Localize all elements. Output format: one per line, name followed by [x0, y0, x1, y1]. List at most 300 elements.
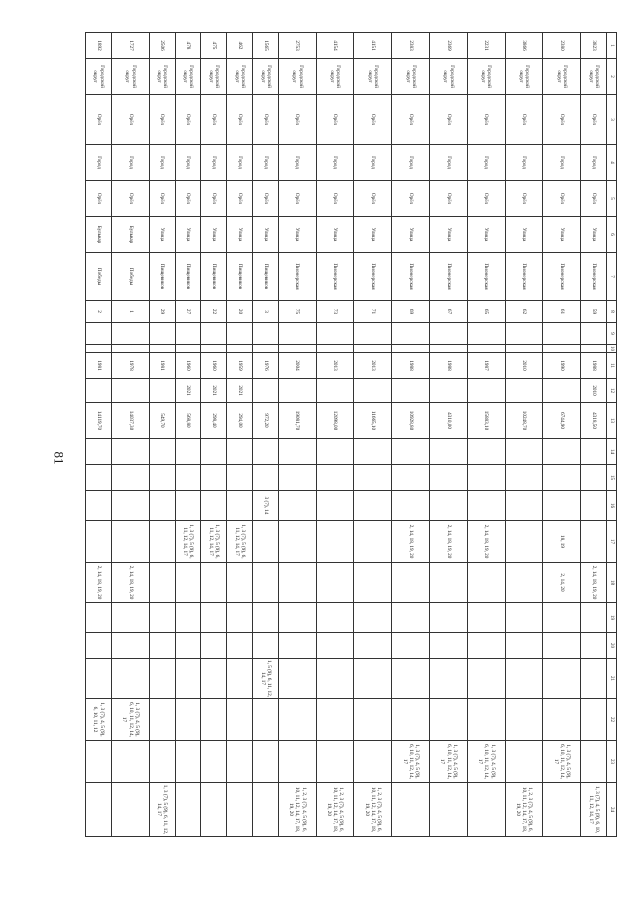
table-cell [149, 603, 175, 633]
table-cell: Пионерская [278, 253, 316, 301]
column-header: 17 [607, 521, 617, 563]
table-cell [392, 323, 430, 345]
table-cell: Город [253, 145, 279, 181]
table-cell: Орёл [86, 181, 112, 217]
table-cell: 2231 [467, 33, 505, 59]
table-cell [227, 563, 253, 603]
table-cell [112, 465, 150, 491]
table-cell: 75 [278, 301, 316, 323]
table-cell: 12098,00 [316, 403, 354, 439]
table-cell: 10928,80 [392, 403, 430, 439]
table-cell: 1, 2, 3 (7), 4, 5 (9), 6, 10, 11, 12, 14, 17, 18, 19, 20 [354, 783, 392, 837]
column-header: 6 [607, 217, 617, 253]
table-cell: Городской округ [543, 59, 581, 95]
table-cell: Орёл [467, 181, 505, 217]
table-cell [149, 465, 175, 491]
table-cell: Город [354, 145, 392, 181]
table-cell: 568,80 [175, 403, 201, 439]
housing-registry-table [85, 32, 617, 837]
table-cell [354, 563, 392, 603]
table-cell [227, 465, 253, 491]
table-cell: 1960 [201, 353, 227, 379]
table-cell: Орёл [112, 181, 150, 217]
table-cell: 2, 14, 18, 19, 20 [392, 521, 430, 563]
table-cell [149, 345, 175, 353]
table-row [149, 33, 175, 837]
table-cell [175, 603, 201, 633]
table-cell: 59 [581, 301, 607, 323]
table-cell: Победы [86, 253, 112, 301]
table-cell: Пищевиков [227, 253, 253, 301]
table-cell: Городской округ [354, 59, 392, 95]
table-cell: 2, 14, 18, 19, 20 [467, 521, 505, 563]
table-cell [112, 521, 150, 563]
table-cell [430, 465, 468, 491]
table-cell: Пионерская [354, 253, 392, 301]
table-cell [227, 659, 253, 699]
table-cell [175, 345, 201, 353]
table-cell [354, 659, 392, 699]
table-cell: 2013 [354, 353, 392, 379]
table-cell [175, 491, 201, 521]
table-row [505, 33, 543, 837]
table-cell: 2021 [175, 379, 201, 403]
table-cell: Пионерская [430, 253, 468, 301]
table-cell: Орёл [201, 95, 227, 145]
rotated-table-wrapper [85, 32, 617, 836]
table-cell: Орёл [467, 95, 505, 145]
column-header: 13 [607, 403, 617, 439]
table-cell [201, 633, 227, 659]
table-cell: Орёл [354, 181, 392, 217]
table-cell: Орёл [278, 95, 316, 145]
table-cell: 2021 [227, 379, 253, 403]
table-cell: 2383 [392, 33, 430, 59]
table-cell [201, 603, 227, 633]
table-cell [149, 379, 175, 403]
table-cell: Улица [149, 217, 175, 253]
table-cell: 3866 [505, 33, 543, 59]
table-cell [467, 603, 505, 633]
table-cell [543, 659, 581, 699]
table-cell [112, 633, 150, 659]
table-cell [227, 633, 253, 659]
table-cell: Город [175, 145, 201, 181]
table-cell [253, 633, 279, 659]
table-cell [278, 699, 316, 741]
table-cell [278, 491, 316, 521]
table-cell: 1, 3 (7), 5 (9), 6, 11, 12, 14, 17 [175, 521, 201, 563]
table-cell [316, 323, 354, 345]
table-cell: 2, 14, 18, 19, 20 [430, 521, 468, 563]
table-cell [175, 659, 201, 699]
table-cell [278, 439, 316, 465]
table-cell: Улица [392, 217, 430, 253]
table-cell [505, 521, 543, 563]
table-cell: 2369 [430, 33, 468, 59]
table-cell: 294,00 [227, 403, 253, 439]
table-cell: 1, 5 (9), 6, 11, 12, 14, 17 [253, 659, 279, 699]
table-cell: 27 [175, 301, 201, 323]
column-header: 5 [607, 181, 617, 217]
table-cell: 69 [392, 301, 430, 323]
table-cell: Орёл [543, 181, 581, 217]
table-cell: 549,70 [149, 403, 175, 439]
table-cell: Городской округ [316, 59, 354, 95]
table-cell: Город [201, 145, 227, 181]
table-cell [467, 323, 505, 345]
table-cell: 10248,70 [505, 403, 543, 439]
table-cell: Улица [175, 217, 201, 253]
table-cell [201, 491, 227, 521]
table-cell [392, 699, 430, 741]
table-cell: Город [227, 145, 253, 181]
column-header: 1 [607, 33, 617, 59]
table-row [316, 33, 354, 837]
table-cell: 1 [112, 301, 150, 323]
table-cell: Орёл [581, 95, 607, 145]
table-cell: Орёл [316, 95, 354, 145]
table-cell [354, 345, 392, 353]
table-cell [149, 741, 175, 783]
table-cell [581, 521, 607, 563]
table-cell [505, 741, 543, 783]
table-cell: Городской округ [112, 59, 150, 95]
table-cell: 2380 [543, 33, 581, 59]
table-cell [253, 323, 279, 345]
table-row [354, 33, 392, 837]
table-cell [253, 439, 279, 465]
table-cell: 1, 3 (7), 5 (9), 6, 11, 12, 14, 17 [149, 783, 175, 837]
table-cell [316, 439, 354, 465]
table-cell [278, 741, 316, 783]
table-cell [354, 379, 392, 403]
table-cell: 1988 [392, 353, 430, 379]
table-cell [278, 633, 316, 659]
table-cell [149, 633, 175, 659]
table-cell: 1981 [149, 353, 175, 379]
table-cell [505, 699, 543, 741]
table-cell [581, 491, 607, 521]
table-cell: Орёл [86, 95, 112, 145]
table-cell: Улица [316, 217, 354, 253]
table-cell [505, 563, 543, 603]
table-cell [316, 563, 354, 603]
table-cell: 462 [227, 33, 253, 59]
table-row [278, 33, 316, 837]
table-cell [543, 323, 581, 345]
table-cell [201, 783, 227, 837]
table-row [467, 33, 505, 837]
table-cell: 2753 [278, 33, 316, 59]
table-cell [227, 699, 253, 741]
table-cell [112, 323, 150, 345]
table-cell [149, 491, 175, 521]
table-cell: 1, 2, 3 (7), 4, 5 (9), 6, 10, 11, 12, 14, 17, 18, 19, 20 [278, 783, 316, 837]
table-cell [316, 633, 354, 659]
table-cell [253, 741, 279, 783]
table-cell [175, 465, 201, 491]
table-cell: 2, 14, 18, 19, 20 [581, 563, 607, 603]
table-cell: 73 [316, 301, 354, 323]
column-header: 20 [607, 633, 617, 659]
table-cell: Городской округ [175, 59, 201, 95]
table-cell: Пищевиков [201, 253, 227, 301]
table-cell [278, 659, 316, 699]
table-cell: Орёл [253, 181, 279, 217]
table-cell [543, 465, 581, 491]
table-cell: Орёл [505, 181, 543, 217]
table-cell [430, 633, 468, 659]
table-cell: 1, 3 (7), 4, 5 (9), 6, 10, 11, 12, 14, 17 [112, 699, 150, 741]
table-cell [149, 699, 175, 741]
table-cell: Орёл [112, 95, 150, 145]
table-cell [175, 783, 201, 837]
table-cell: 2, 14, 20 [543, 563, 581, 603]
column-header: 4 [607, 145, 617, 181]
table-cell: 3 [253, 301, 279, 323]
table-cell [316, 521, 354, 563]
table-cell: Город [316, 145, 354, 181]
table-cell: Городской округ [227, 59, 253, 95]
table-row [112, 33, 150, 837]
table-cell [86, 521, 112, 563]
table-cell: 2, 14, 18, 19, 20 [112, 563, 150, 603]
table-cell: 2004 [278, 353, 316, 379]
table-row [175, 33, 201, 837]
table-cell: 11665,10 [354, 403, 392, 439]
table-cell: 1978 [112, 353, 150, 379]
table-cell: Победы [112, 253, 150, 301]
table-cell [278, 379, 316, 403]
table-cell: 65 [467, 301, 505, 323]
table-cell: Городской округ [581, 59, 607, 95]
table-cell [505, 603, 543, 633]
table-cell: 1988 [430, 353, 468, 379]
table-cell [86, 603, 112, 633]
table-cell [354, 521, 392, 563]
table-cell: 478 [175, 33, 201, 59]
table-cell: 2, 14, 18, 19, 20 [86, 563, 112, 603]
table-cell: Улица [227, 217, 253, 253]
column-header: 7 [607, 253, 617, 301]
table-cell [316, 699, 354, 741]
table-cell [392, 563, 430, 603]
table-cell [581, 323, 607, 345]
table-cell [86, 323, 112, 345]
table-cell: Улица [253, 217, 279, 253]
table-cell [149, 521, 175, 563]
table-cell: Орёл [253, 95, 279, 145]
table-cell [543, 783, 581, 837]
table-cell [543, 699, 581, 741]
table-cell [467, 699, 505, 741]
table-cell: Орёл [505, 95, 543, 145]
column-header: 9 [607, 323, 617, 345]
table-cell: 1976 [253, 353, 279, 379]
table-cell: Орёл [227, 95, 253, 145]
table-cell [505, 659, 543, 699]
table-cell: 2010 [581, 379, 607, 403]
table-cell [86, 633, 112, 659]
table-cell: Городской округ [392, 59, 430, 95]
table-body [86, 33, 607, 837]
table-cell [201, 465, 227, 491]
table-row [227, 33, 253, 837]
table-cell [354, 465, 392, 491]
table-cell: 61 [543, 301, 581, 323]
table-cell [467, 345, 505, 353]
table-cell: Орёл [175, 181, 201, 217]
table-cell: Бульвар [112, 217, 150, 253]
table-cell [175, 741, 201, 783]
table-cell [112, 345, 150, 353]
column-header: 24 [607, 783, 617, 837]
table-cell: 1, 3 (7), 4, 5 (9), 6, 10, 11, 12, 14, 17 [581, 783, 607, 837]
table-cell: Город [505, 145, 543, 181]
table-cell: Городской округ [467, 59, 505, 95]
table-cell [112, 491, 150, 521]
table-cell: 2506 [149, 33, 175, 59]
table-cell: 1565 [253, 33, 279, 59]
table-cell [581, 633, 607, 659]
table-cell: 1, 3 (7), 4, 5 (9), 6, 10, 11, 12, 14, 17 [543, 741, 581, 783]
column-header: 22 [607, 699, 617, 741]
table-cell [112, 659, 150, 699]
table-cell: 1, 3 (7), 5 (9), 6, 11, 12, 14, 17 [201, 521, 227, 563]
table-cell [278, 465, 316, 491]
table-cell: 1, 2, 3 (7), 4, 5 (9), 6, 10, 11, 12, 14, 17, 18, 19, 20 [505, 783, 543, 837]
table-cell: Орёл [175, 95, 201, 145]
table-cell: Улица [430, 217, 468, 253]
column-header: 14 [607, 439, 617, 465]
table-cell [505, 345, 543, 353]
table-cell: 14119,70 [86, 403, 112, 439]
table-cell: Городской округ [505, 59, 543, 95]
column-header: 11 [607, 353, 617, 379]
table-cell: Пищевиков [253, 253, 279, 301]
table-cell: 1988 [581, 353, 607, 379]
table-row [581, 33, 607, 837]
table-cell: Улица [201, 217, 227, 253]
table-cell [227, 439, 253, 465]
table-cell: 2 [86, 301, 112, 323]
table-cell: Орёл [543, 95, 581, 145]
table-cell: Улица [581, 217, 607, 253]
table-cell [253, 783, 279, 837]
table-cell [149, 563, 175, 603]
table-cell [543, 603, 581, 633]
table-cell: Орёл [392, 95, 430, 145]
table-cell: 4318,50 [581, 403, 607, 439]
table-cell: Городской округ [278, 59, 316, 95]
table-cell [201, 659, 227, 699]
table-cell [430, 603, 468, 633]
table-row [201, 33, 227, 837]
table-cell: Город [581, 145, 607, 181]
table-cell [392, 633, 430, 659]
table-cell [316, 603, 354, 633]
table-cell [201, 741, 227, 783]
table-cell [467, 465, 505, 491]
table-cell [253, 345, 279, 353]
table-cell [430, 699, 468, 741]
table-cell [278, 323, 316, 345]
table-cell: Пионерская [581, 253, 607, 301]
table-cell: Орёл [278, 181, 316, 217]
table-cell [253, 465, 279, 491]
table-cell: Городской округ [253, 59, 279, 95]
column-header: 21 [607, 659, 617, 699]
table-cell: Пионерская [543, 253, 581, 301]
table-cell: 1892 [86, 33, 112, 59]
table-cell: 1990 [543, 353, 581, 379]
table-cell [543, 439, 581, 465]
column-header: 2 [607, 59, 617, 95]
table-cell [253, 379, 279, 403]
table-cell: 475 [201, 33, 227, 59]
table-cell: 2013 [316, 353, 354, 379]
table-cell [253, 603, 279, 633]
table-cell [86, 439, 112, 465]
table-cell [430, 379, 468, 403]
table-cell [316, 379, 354, 403]
table-cell: Городской округ [430, 59, 468, 95]
column-header: 8 [607, 301, 617, 323]
table-cell [392, 379, 430, 403]
table-cell: 1987 [467, 353, 505, 379]
table-cell: 18, 19 [543, 521, 581, 563]
table-cell [201, 699, 227, 741]
table-cell [505, 465, 543, 491]
table-cell [278, 345, 316, 353]
table-cell [227, 741, 253, 783]
table-cell [430, 439, 468, 465]
header-row [607, 33, 617, 837]
table-cell: Улица [543, 217, 581, 253]
table-cell [392, 491, 430, 521]
table-cell: Город [543, 145, 581, 181]
table-cell [175, 323, 201, 345]
table-cell: Улица [505, 217, 543, 253]
table-cell [467, 563, 505, 603]
table-cell [175, 439, 201, 465]
table-cell [392, 439, 430, 465]
table-row [86, 33, 112, 837]
table-row [543, 33, 581, 837]
table-cell: Орёл [227, 181, 253, 217]
table-cell: 29 [149, 301, 175, 323]
table-cell [149, 439, 175, 465]
table-cell [581, 603, 607, 633]
table-cell: 4154 [316, 33, 354, 59]
table-cell [581, 659, 607, 699]
table-cell: 972,20 [253, 403, 279, 439]
table-cell [112, 379, 150, 403]
table-cell [112, 439, 150, 465]
table-cell [278, 521, 316, 563]
table-cell [227, 345, 253, 353]
table-cell [430, 783, 468, 837]
table-cell [316, 465, 354, 491]
table-cell [86, 659, 112, 699]
table-cell [354, 699, 392, 741]
table-cell: Город [149, 145, 175, 181]
table-cell: Пищевиков [149, 253, 175, 301]
table-cell [430, 563, 468, 603]
table-cell [543, 633, 581, 659]
table-cell [201, 345, 227, 353]
